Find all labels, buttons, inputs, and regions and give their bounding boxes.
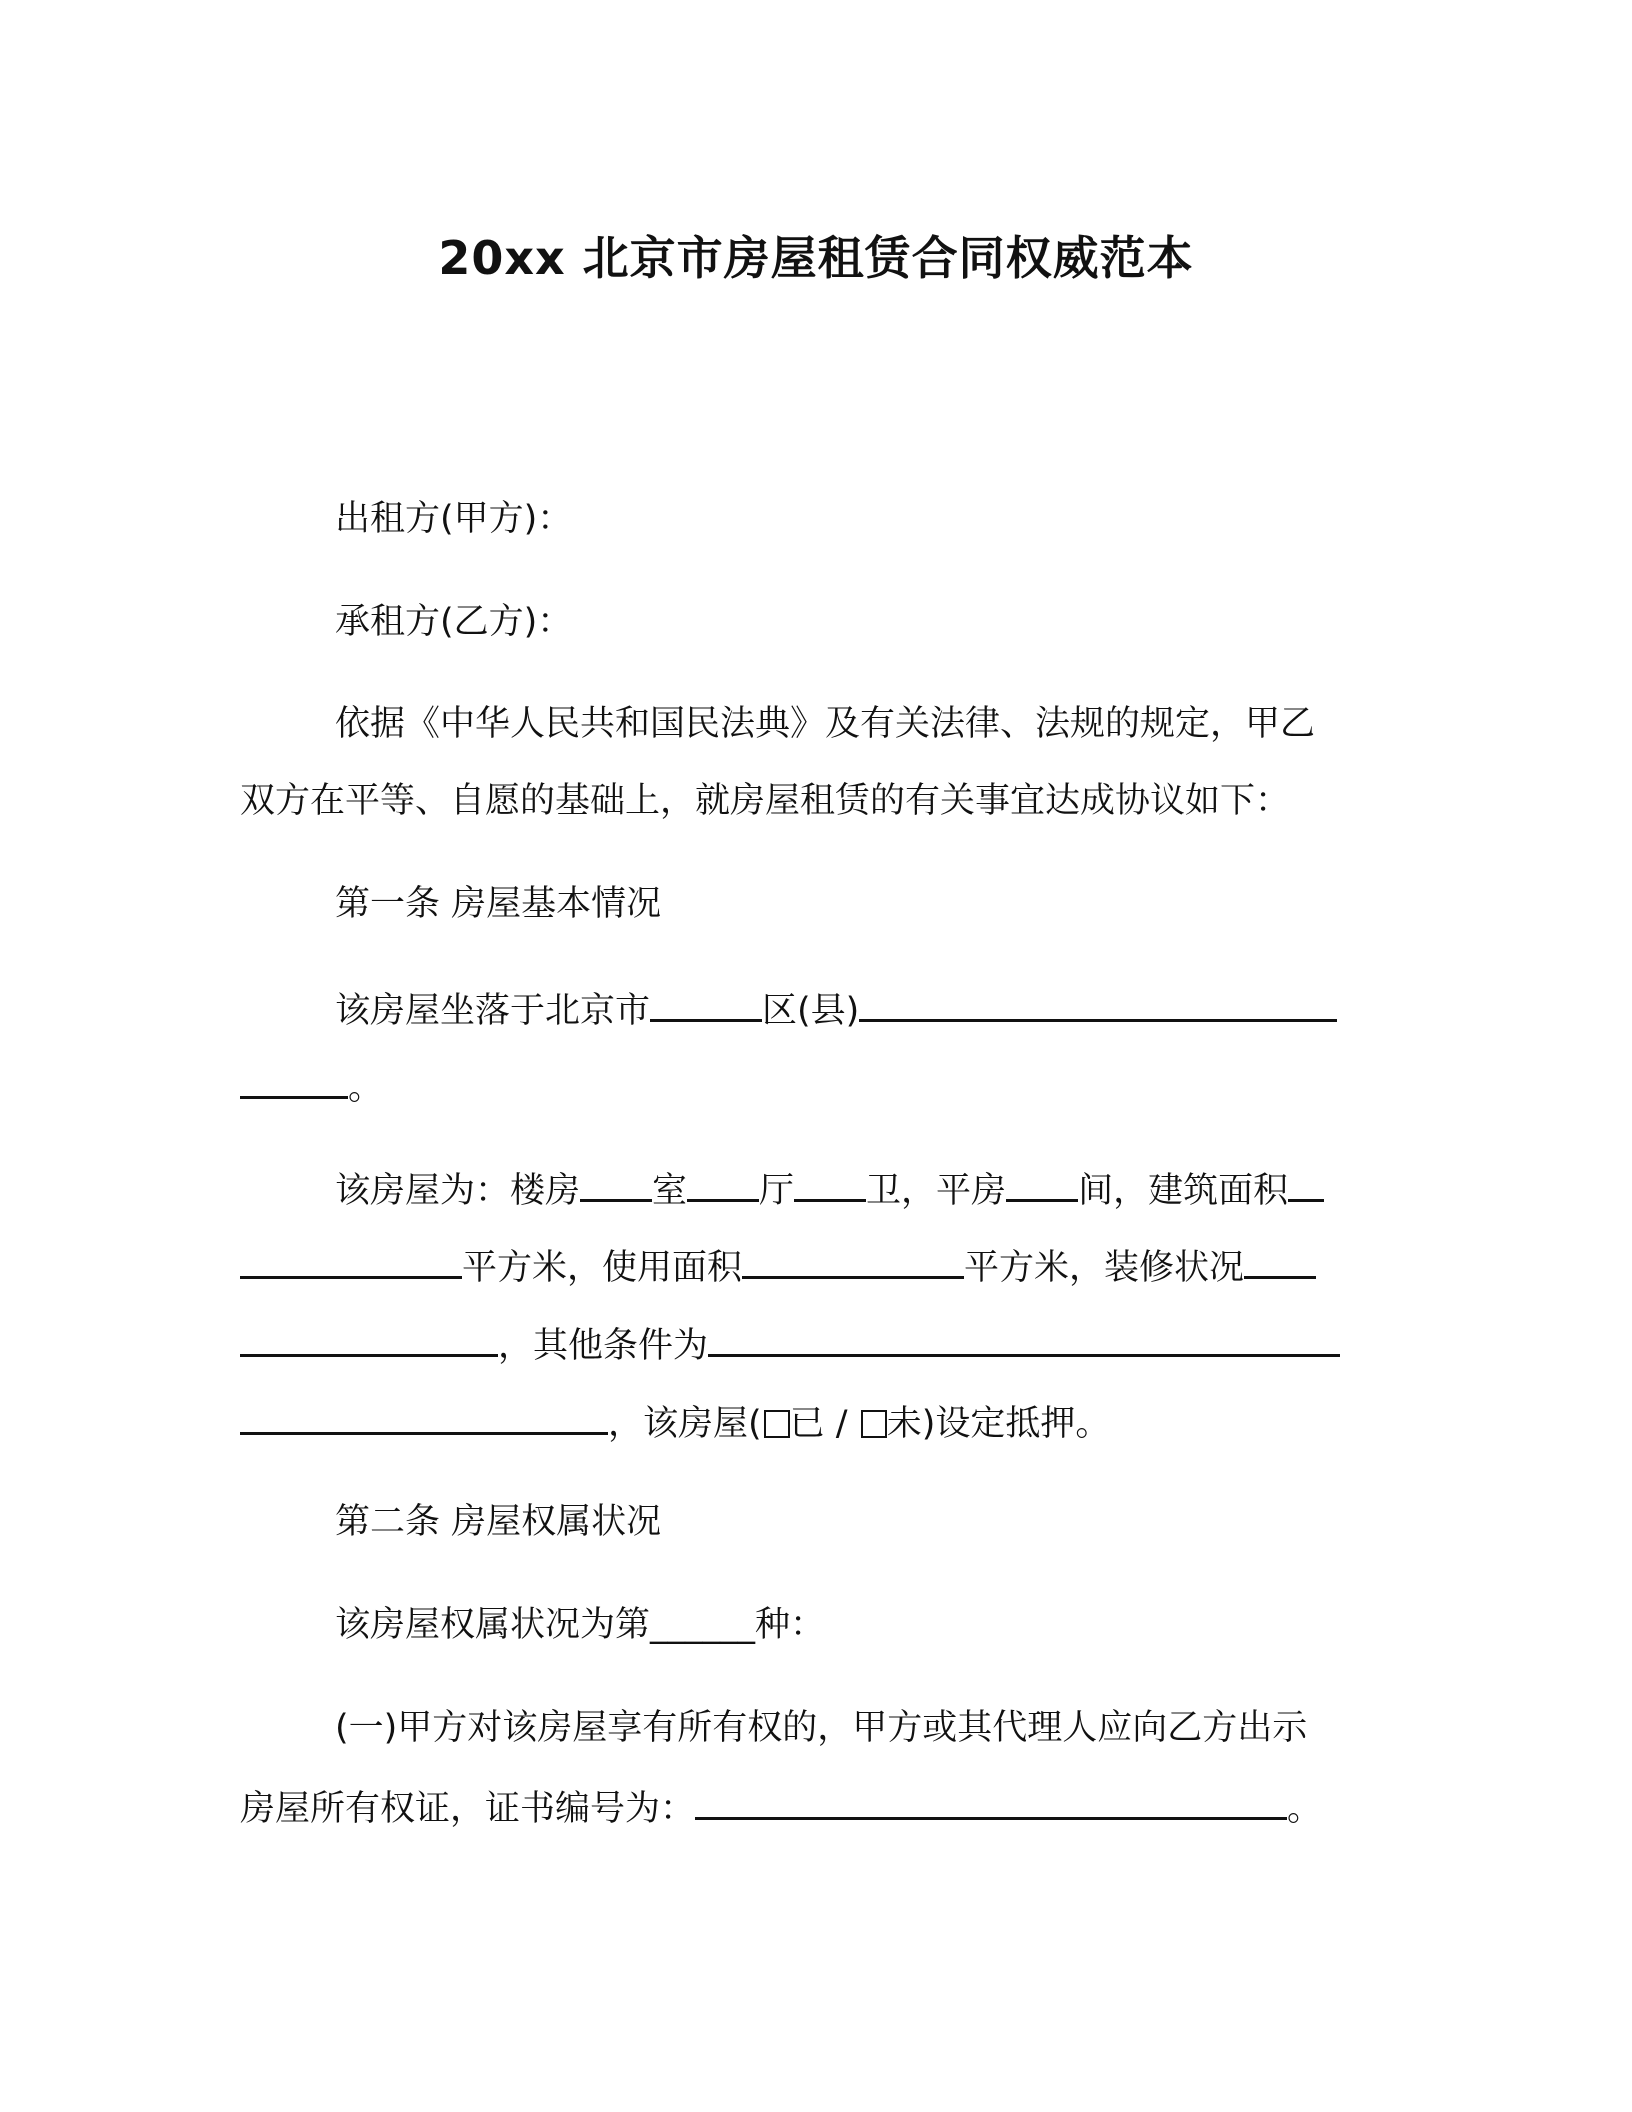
bungalow-count-blank[interactable]	[1006, 1165, 1078, 1202]
bath-count-blank[interactable]	[794, 1165, 866, 1202]
lessee-line	[335, 600, 572, 644]
decoration-blank[interactable]	[1244, 1242, 1316, 1279]
article1-heading	[335, 882, 661, 926]
district-label: 区(县)	[762, 991, 860, 1031]
mortgage-yes-label: 已 /	[789, 1404, 859, 1444]
room-count-blank[interactable]	[580, 1165, 652, 1202]
mortgage-no-checkbox[interactable]	[861, 1410, 887, 1438]
article1-heading-text: 第一条 房屋基本情况	[335, 884, 662, 924]
sqm-label-1: 平方米，使用面积	[462, 1248, 743, 1288]
ownership-status-suffix: 种：	[755, 1605, 826, 1645]
location-line-2	[240, 1062, 383, 1110]
article2-heading-text: 第二条 房屋权属状况	[335, 1502, 662, 1542]
district-blank[interactable]	[650, 985, 762, 1022]
item1-end: 。	[1287, 1789, 1323, 1829]
floor-area-blank-cont[interactable]	[240, 1242, 462, 1279]
hall-label: 厅	[759, 1171, 795, 1211]
other-label: ，其他条件为	[498, 1326, 709, 1366]
lessor-label: 出租方(甲方)：	[335, 499, 573, 539]
details-line-4	[240, 1398, 1110, 1446]
details-prefix: 该房屋为：楼房	[335, 1171, 581, 1211]
mortgage-yes-checkbox[interactable]	[764, 1410, 790, 1438]
jian-label: 间，建筑面积	[1078, 1171, 1289, 1211]
location-line	[335, 985, 1337, 1033]
ownership-type-blank[interactable]: ______	[650, 1605, 756, 1645]
preamble-line-1	[335, 702, 1315, 746]
address-blank[interactable]	[859, 985, 1337, 1022]
location-prefix: 该房屋坐落于北京市	[335, 991, 651, 1031]
article2-heading	[335, 1500, 661, 1544]
room-label: 室	[652, 1171, 688, 1211]
address-blank-cont[interactable]	[240, 1062, 348, 1099]
floor-area-blank[interactable]	[1288, 1165, 1324, 1202]
bath-label: 卫，平房	[866, 1171, 1007, 1211]
details-line-3	[240, 1320, 1340, 1368]
document-title: 20xx 北京市房屋租赁合同权威范本	[438, 231, 1194, 285]
decoration-blank-cont[interactable]	[240, 1320, 498, 1357]
usable-area-blank[interactable]	[742, 1242, 964, 1279]
ownership-status-line	[335, 1603, 825, 1647]
mortgage-prefix: ，该房屋(	[608, 1404, 762, 1444]
preamble-line-2	[240, 779, 1290, 823]
preamble-text-1: 依据《中华人民共和国民法典》及有关法律、法规的规定，甲乙	[335, 704, 1316, 744]
ownership-status-prefix: 该房屋权属状况为第	[335, 1605, 651, 1645]
item1-text-1: (一)甲方对该房屋享有所有权的，甲方或其代理人应向乙方出示	[335, 1708, 1308, 1748]
other-conditions-blank-cont[interactable]	[240, 1398, 608, 1435]
item1-line-2	[240, 1783, 1322, 1831]
details-line-2	[240, 1242, 1316, 1290]
certificate-number-blank[interactable]	[695, 1783, 1287, 1820]
item1-line-1	[335, 1706, 1307, 1750]
details-line-1	[335, 1165, 1324, 1213]
preamble-text-2: 双方在平等、自愿的基础上，就房屋租赁的有关事宜达成协议如下：	[240, 781, 1291, 821]
item1-text-2: 房屋所有权证，证书编号为：	[240, 1789, 696, 1829]
sqm-label-2: 平方米，装修状况	[964, 1248, 1245, 1288]
hall-count-blank[interactable]	[687, 1165, 759, 1202]
location-end: 。	[348, 1068, 384, 1108]
mortgage-no-label: 未)设定抵押。	[886, 1404, 1111, 1444]
lessor-line	[335, 497, 572, 541]
lessee-label: 承租方(乙方)：	[335, 602, 573, 642]
other-conditions-blank[interactable]	[708, 1320, 1340, 1357]
